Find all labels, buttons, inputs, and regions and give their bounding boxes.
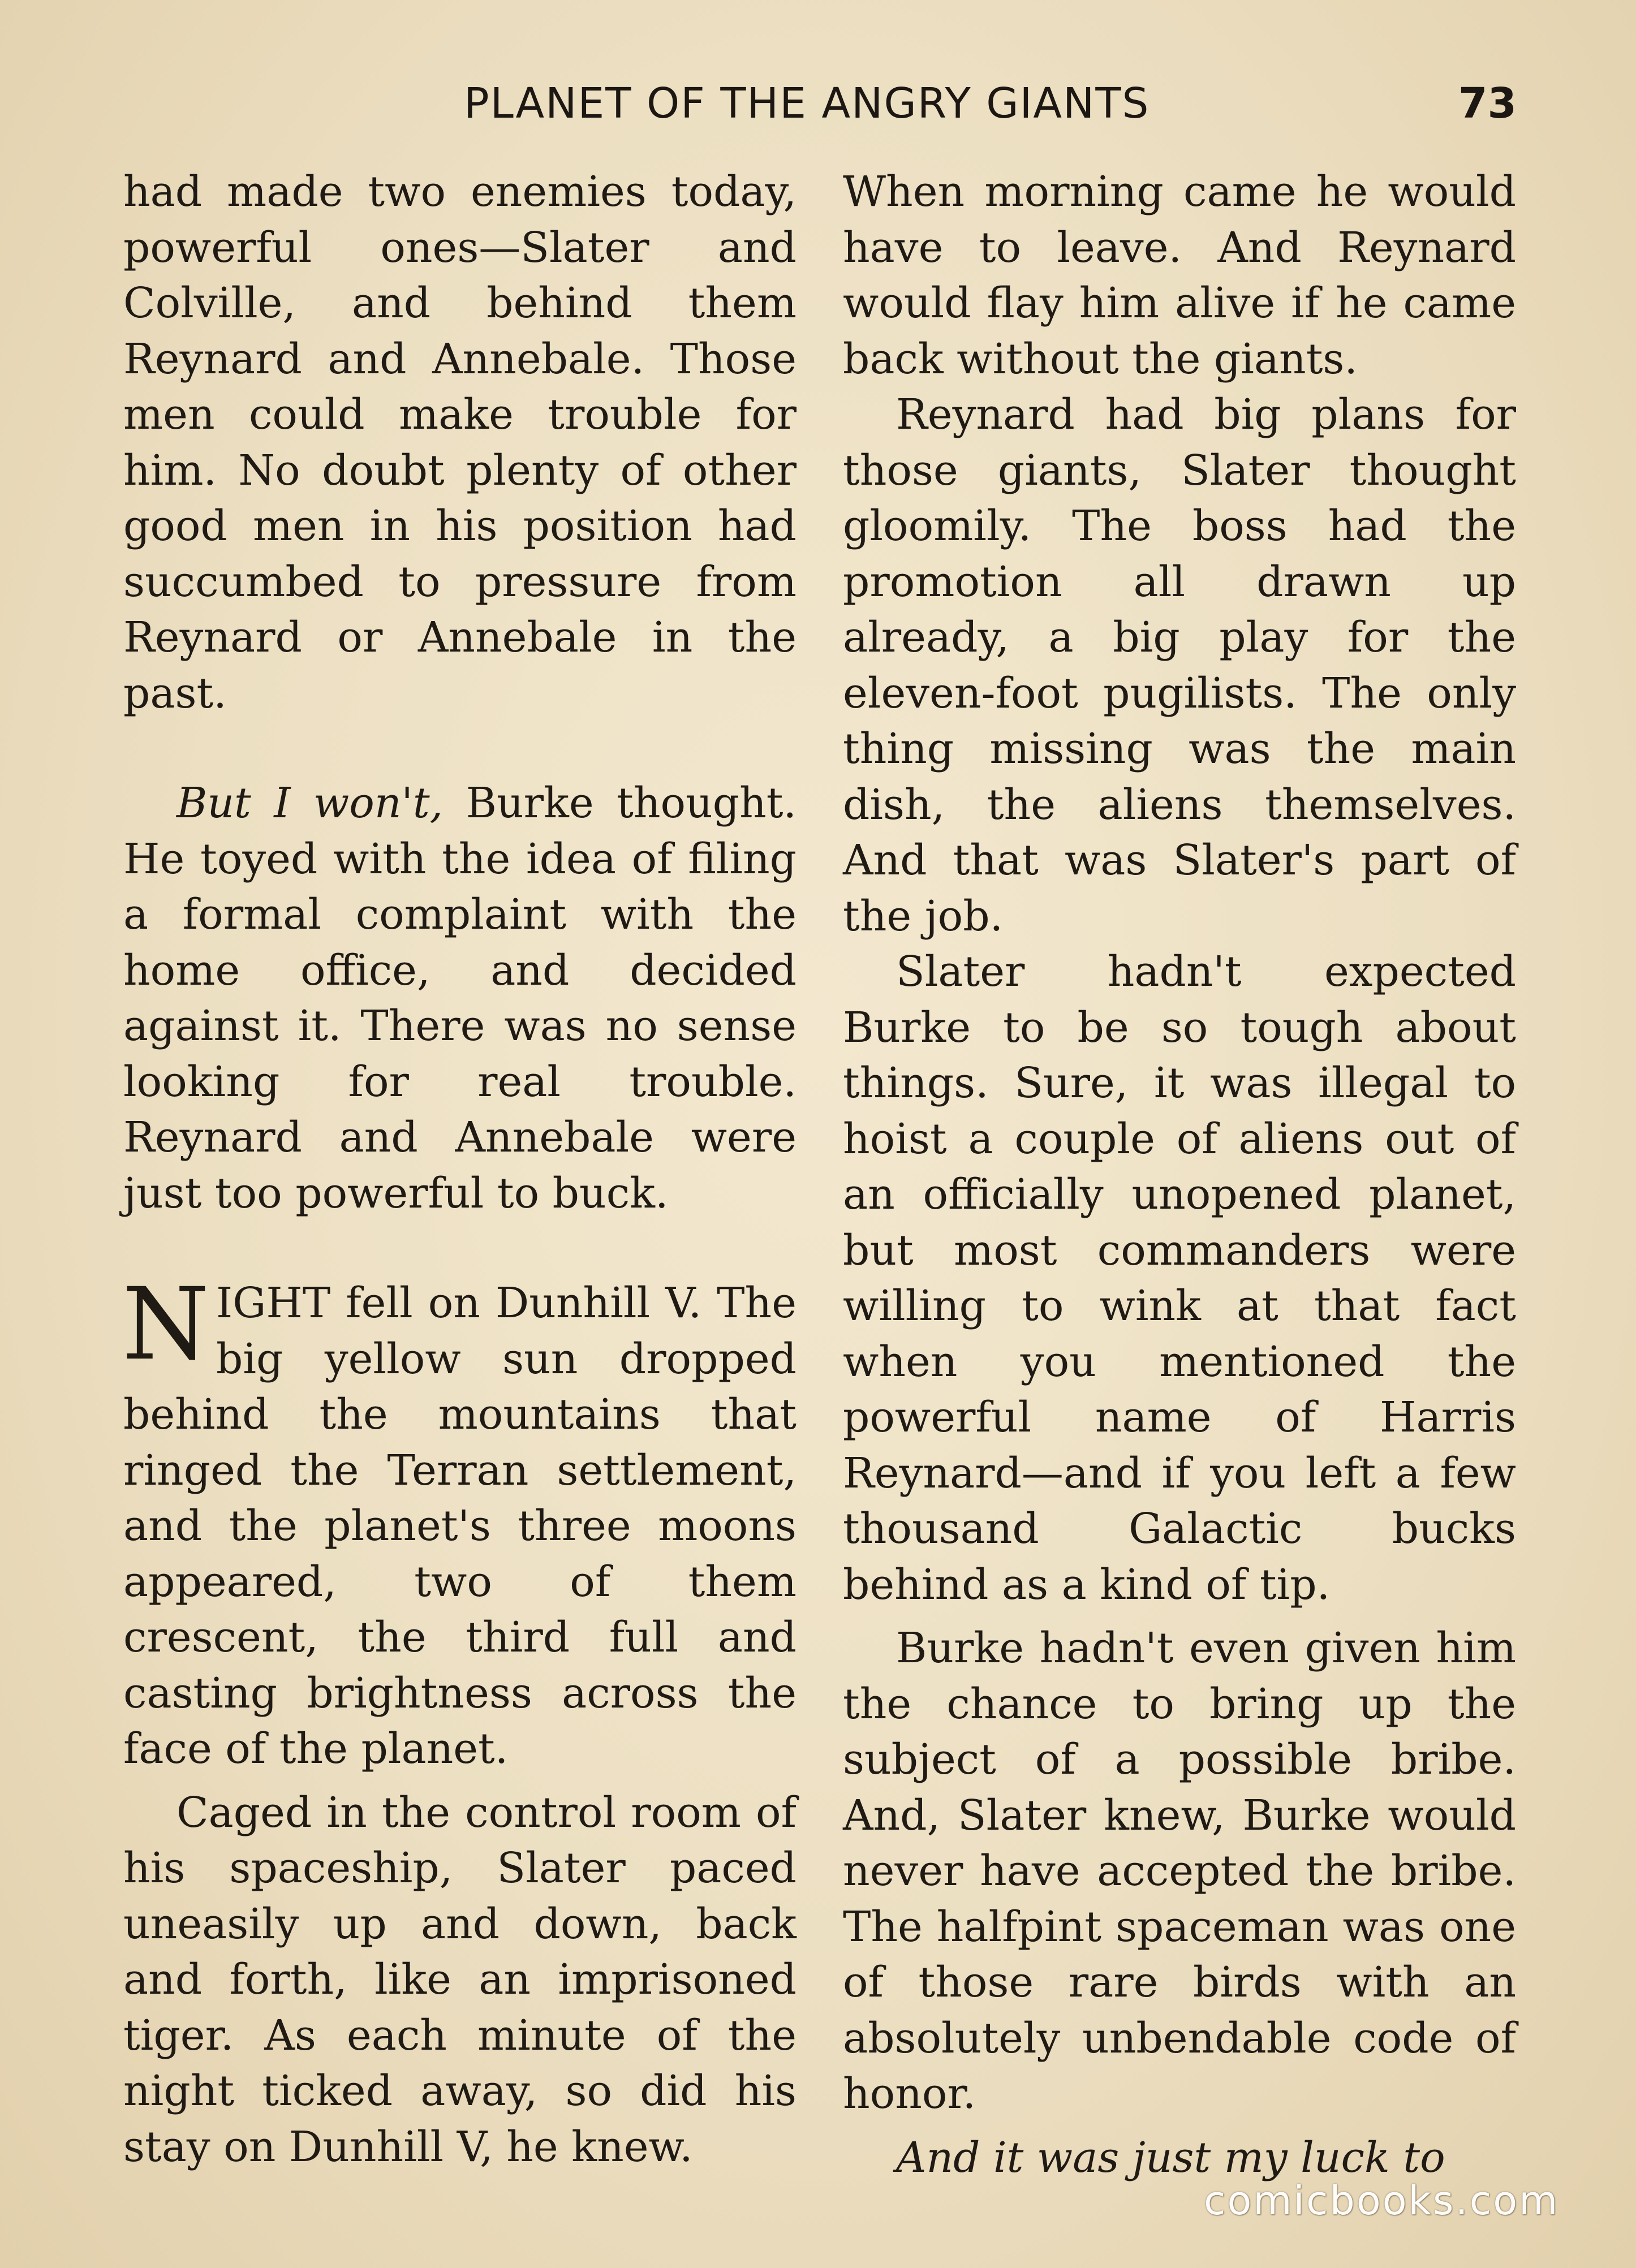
- paragraph: [123, 775, 797, 1221]
- italic-thought: But I won't,: [176, 779, 444, 827]
- drop-cap: N: [122, 1266, 209, 1382]
- section-paragraph: [122, 1266, 797, 1777]
- paragraph: Caged in the control room of his spaceship, Slater paced uneasily up and down, back and forth, like an imprisoned tiger. As each minute of the night ticked away, so did his stay on Dunhill V, he knew.: [123, 1788, 797, 2171]
- paragraph-text: IGHT fell on Dunhill V. The big yellow sun dropped behind the mountains that ringed the Terran settlement, and the planet's three moons appeared, two of them crescent, the third full and casting brightness across the face of the planet.: [123, 1279, 797, 1773]
- left-column: [123, 164, 797, 2175]
- paragraph: Reynard had big plans for those giants, Slater thought gloomily. The boss had the promotion all drawn up already, a big play for the eleven-foot pugilists. The only thing missing was the main dish, the aliens themselves. And that was Slater's part of the job.: [843, 390, 1516, 941]
- page-number: 73: [1458, 79, 1517, 128]
- paragraph: Slater hadn't expected Burke to be so tough about things. Sure, it was illegal to hoist a couple of aliens out of an officially unopened planet, but most commanders were willing to wink at that fact when you mentioned the powerful name of Harris Reynard—and if you left a few thousand Galactic bucks behind as a kind of tip.: [843, 947, 1516, 1609]
- watermark: comicbooks.com: [1204, 2178, 1560, 2224]
- paragraph: When morning came he would have to leave. And Reynard would flay him alive if he came back without the giants.: [843, 167, 1516, 383]
- paragraph: had made two enemies today, powerful ones—Slater and Colville, and behind them Reynard and Annebale. Those men could make trouble for him. No doubt plenty of other good men in his position had succumbed to pressure from Reynard or Annebale in the past.: [123, 167, 797, 718]
- running-header: PLANET OF THE ANGRY GIANTS: [464, 79, 1150, 128]
- italic-thought: And it was just my luck to: [896, 2133, 1445, 2182]
- right-column: [843, 164, 1516, 2185]
- paragraph-text: Burke thought. He toyed with the idea of filing a formal complaint with the home office, and decided against it. There was no sense looking for real trouble. Reynard and Annebale were just too powerful to buck.: [123, 779, 797, 1218]
- paragraph: Burke hadn't even given him the chance to bring up the subject of a possible bribe. And, Slater knew, Burke would never have accepted the bribe. The halfpint spaceman was one of those rare birds with an absolutely unbendable code of honor.: [843, 1624, 1516, 2118]
